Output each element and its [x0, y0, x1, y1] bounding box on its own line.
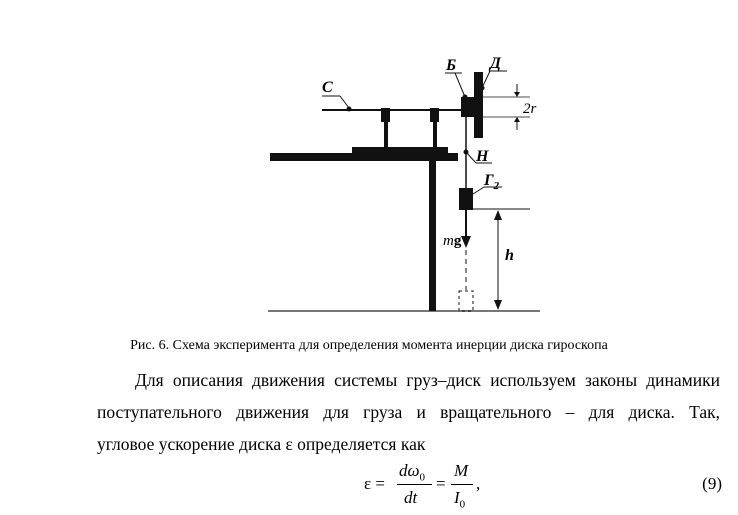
paragraph-line-2: поступательного движения для груза и вращательного – для диска. Так, — [97, 402, 720, 422]
paragraph-line-1: Для описания движения системы груз–диск используем законы динамики — [135, 370, 720, 390]
leader-g2 — [473, 187, 484, 194]
figure-caption: Рис. 6. Схема эксперимента для определения момента инерции диска гироскопа — [130, 338, 608, 353]
formula-frac-line-2 — [451, 484, 473, 485]
leader-d-diag — [482, 71, 490, 88]
formula-num2: M — [454, 461, 469, 480]
label-c: С — [322, 79, 333, 96]
bearing-post-left-stem — [384, 120, 388, 148]
height-arrow-bottom — [494, 300, 502, 310]
label-mg-g: g — [453, 233, 462, 249]
radius-arrowhead-bottom — [514, 117, 520, 122]
label-h: h — [505, 247, 514, 264]
point-c — [347, 107, 352, 112]
weight — [459, 188, 473, 210]
label-mg-m: m — [443, 233, 454, 249]
gravity-arrowhead — [461, 236, 471, 248]
formula-tail: , — [476, 474, 481, 493]
label-g2 — [483, 172, 500, 192]
formula-den1: dt — [404, 488, 418, 507]
leader-b-diag — [455, 73, 465, 97]
paragraph-line-3: угловое ускорение диска ε определяется как — [97, 434, 426, 454]
formula-frac-line-1 — [397, 484, 432, 485]
weight-final-dashed — [459, 291, 473, 311]
leader-c-diag — [340, 96, 349, 108]
label-g2-main: Г — [484, 172, 494, 189]
formula-den2-main: I — [454, 488, 460, 507]
formula-num1-main: dω — [399, 461, 420, 480]
label-mg — [443, 233, 462, 249]
support-post — [429, 160, 436, 311]
label-d: Д — [490, 55, 501, 72]
formula-num1 — [399, 461, 425, 483]
table-block — [352, 147, 448, 155]
label-2r: 2r — [523, 101, 537, 117]
formula-lhs: ε = — [364, 474, 385, 493]
formula-num1-sub: 0 — [419, 471, 426, 484]
leader-n — [466, 152, 476, 163]
body-paragraph — [97, 364, 720, 460]
formula-den2-sub: 0 — [459, 498, 466, 511]
label-b: Б — [446, 57, 457, 74]
disk — [474, 72, 483, 138]
point-d — [480, 86, 485, 91]
formula-number: (9) — [702, 474, 722, 493]
point-b — [463, 95, 468, 100]
radius-arrowhead-top — [514, 92, 520, 97]
height-arrow-top — [494, 210, 502, 220]
label-g2-sub: 2 — [493, 180, 500, 192]
label-n: Н — [476, 148, 489, 165]
formula-den2 — [454, 488, 465, 510]
pulley — [461, 97, 475, 117]
bearing-post-right-stem — [433, 120, 437, 148]
formula-eq: = — [436, 474, 446, 493]
